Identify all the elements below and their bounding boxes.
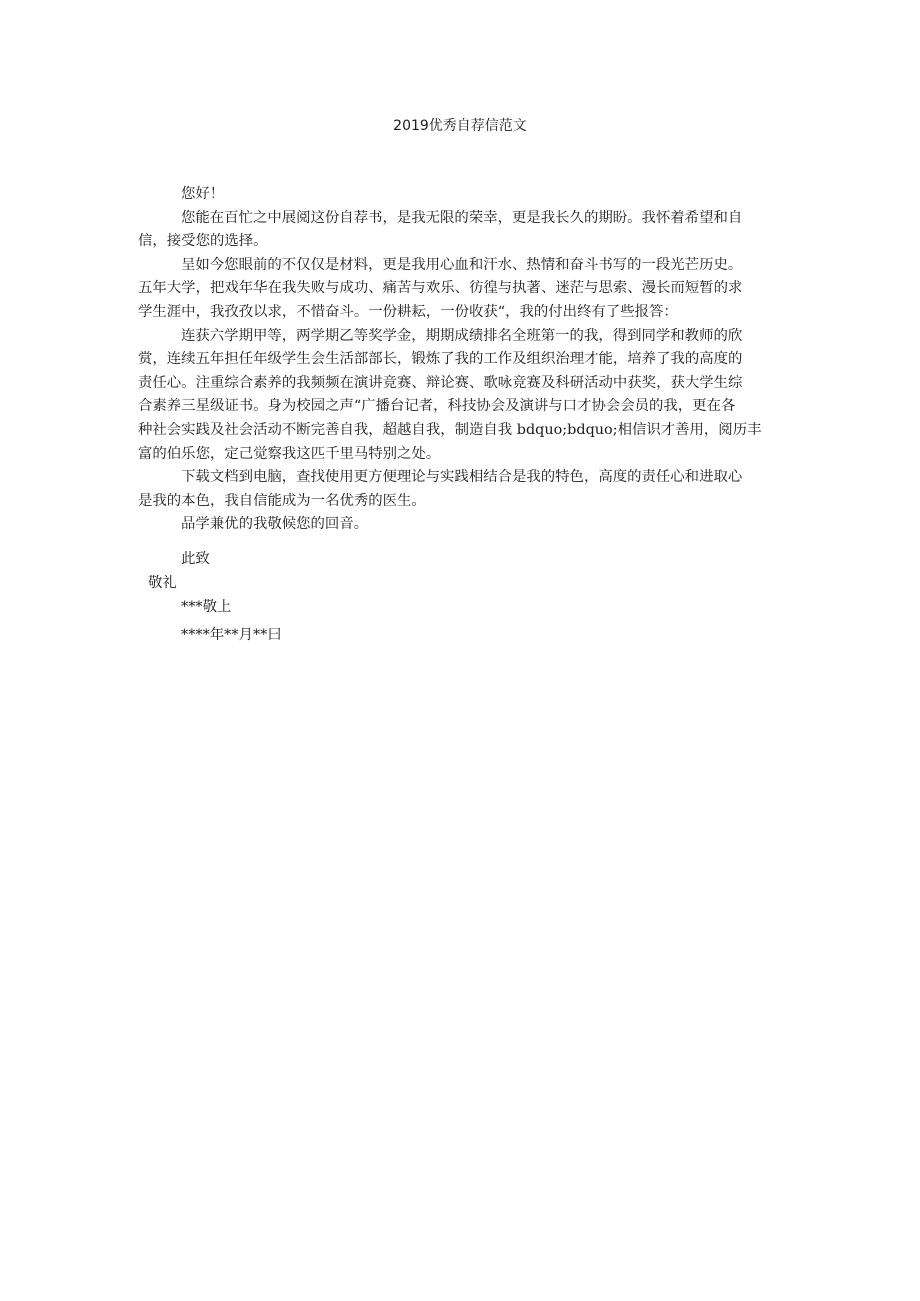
paragraph-5-line-1: 品学兼优的我敬候您的回音。 (181, 516, 369, 533)
letter-body (138, 183, 798, 537)
closing-regards: 敬礼 (148, 575, 177, 591)
paragraph-2-line-3: 学生涯中，我孜孜以求，不惜奋斗。一份耕耘，一份收获“，我的付出终有了些报答： (138, 303, 678, 320)
paragraph-1-line-2: 信，接受您的选择。 (138, 233, 268, 250)
greeting: 您好！ (181, 186, 225, 202)
paragraph-3-line-4: 合素养三星级证书。身为校园之声“广播台记者，科技协会及演讲与口才协会会员的我，更在各 (138, 398, 736, 415)
paragraph-4-line-1: 下载文档到电脑，查找使用更方便理论与实践相结合是我的特色，高度的责任心和进取心 (181, 469, 743, 486)
paragraph-3-line-1: 连获六学期甲等，两学期乙等奖学金，期期成绩排名全班第一的我，得到同学和教师的欣 (181, 327, 743, 344)
paragraph-1-line-1: 您能在百忙之中展阅这份自荐书，是我无限的荣幸，更是我长久的期盼。我怀着希望和自 (181, 209, 743, 226)
document-title: 2019优秀自荐信范文 (393, 118, 527, 134)
paragraph-3-line-3: 责任心。注重综合素养的我频频在演讲竞赛、辩论赛、歌咏竞赛及科研活动中获奖，获大学生综 (138, 374, 743, 391)
closing-salutation: 此致 (181, 551, 210, 567)
date-line: ****年**月**曰 (181, 627, 282, 643)
paragraph-3-line-5: 种社会实践及社会活动不断完善自我，超越自我，制造自我 bdquo;bdquo;相信识才善用，阅历丰 (138, 421, 762, 438)
paragraph-3-line-2: 赏，连续五年担任年级学生会生活部部长，锻炼了我的工作及组织治理才能，培养了我的高度的 (138, 351, 743, 368)
paragraph-3-line-6: 富的伯乐您，定己觉察我这匹千里马特别之处。 (138, 445, 441, 462)
paragraph-2-line-2: 五年大学，把戏年华在我失败与成功、痛苦与欢乐、彷徨与执著、迷茫与思索、漫长而短暂的求 (138, 280, 743, 297)
paragraph-4-line-2: 是我的本色，我自信能成为一名优秀的医生。 (138, 492, 426, 509)
signature: ***敬上 (181, 599, 232, 615)
paragraph-2-line-1: 呈如今您眼前的不仅仅是材料，更是我用心血和汗水、热情和奋斗书写的一段光芒历史。 (181, 256, 743, 273)
